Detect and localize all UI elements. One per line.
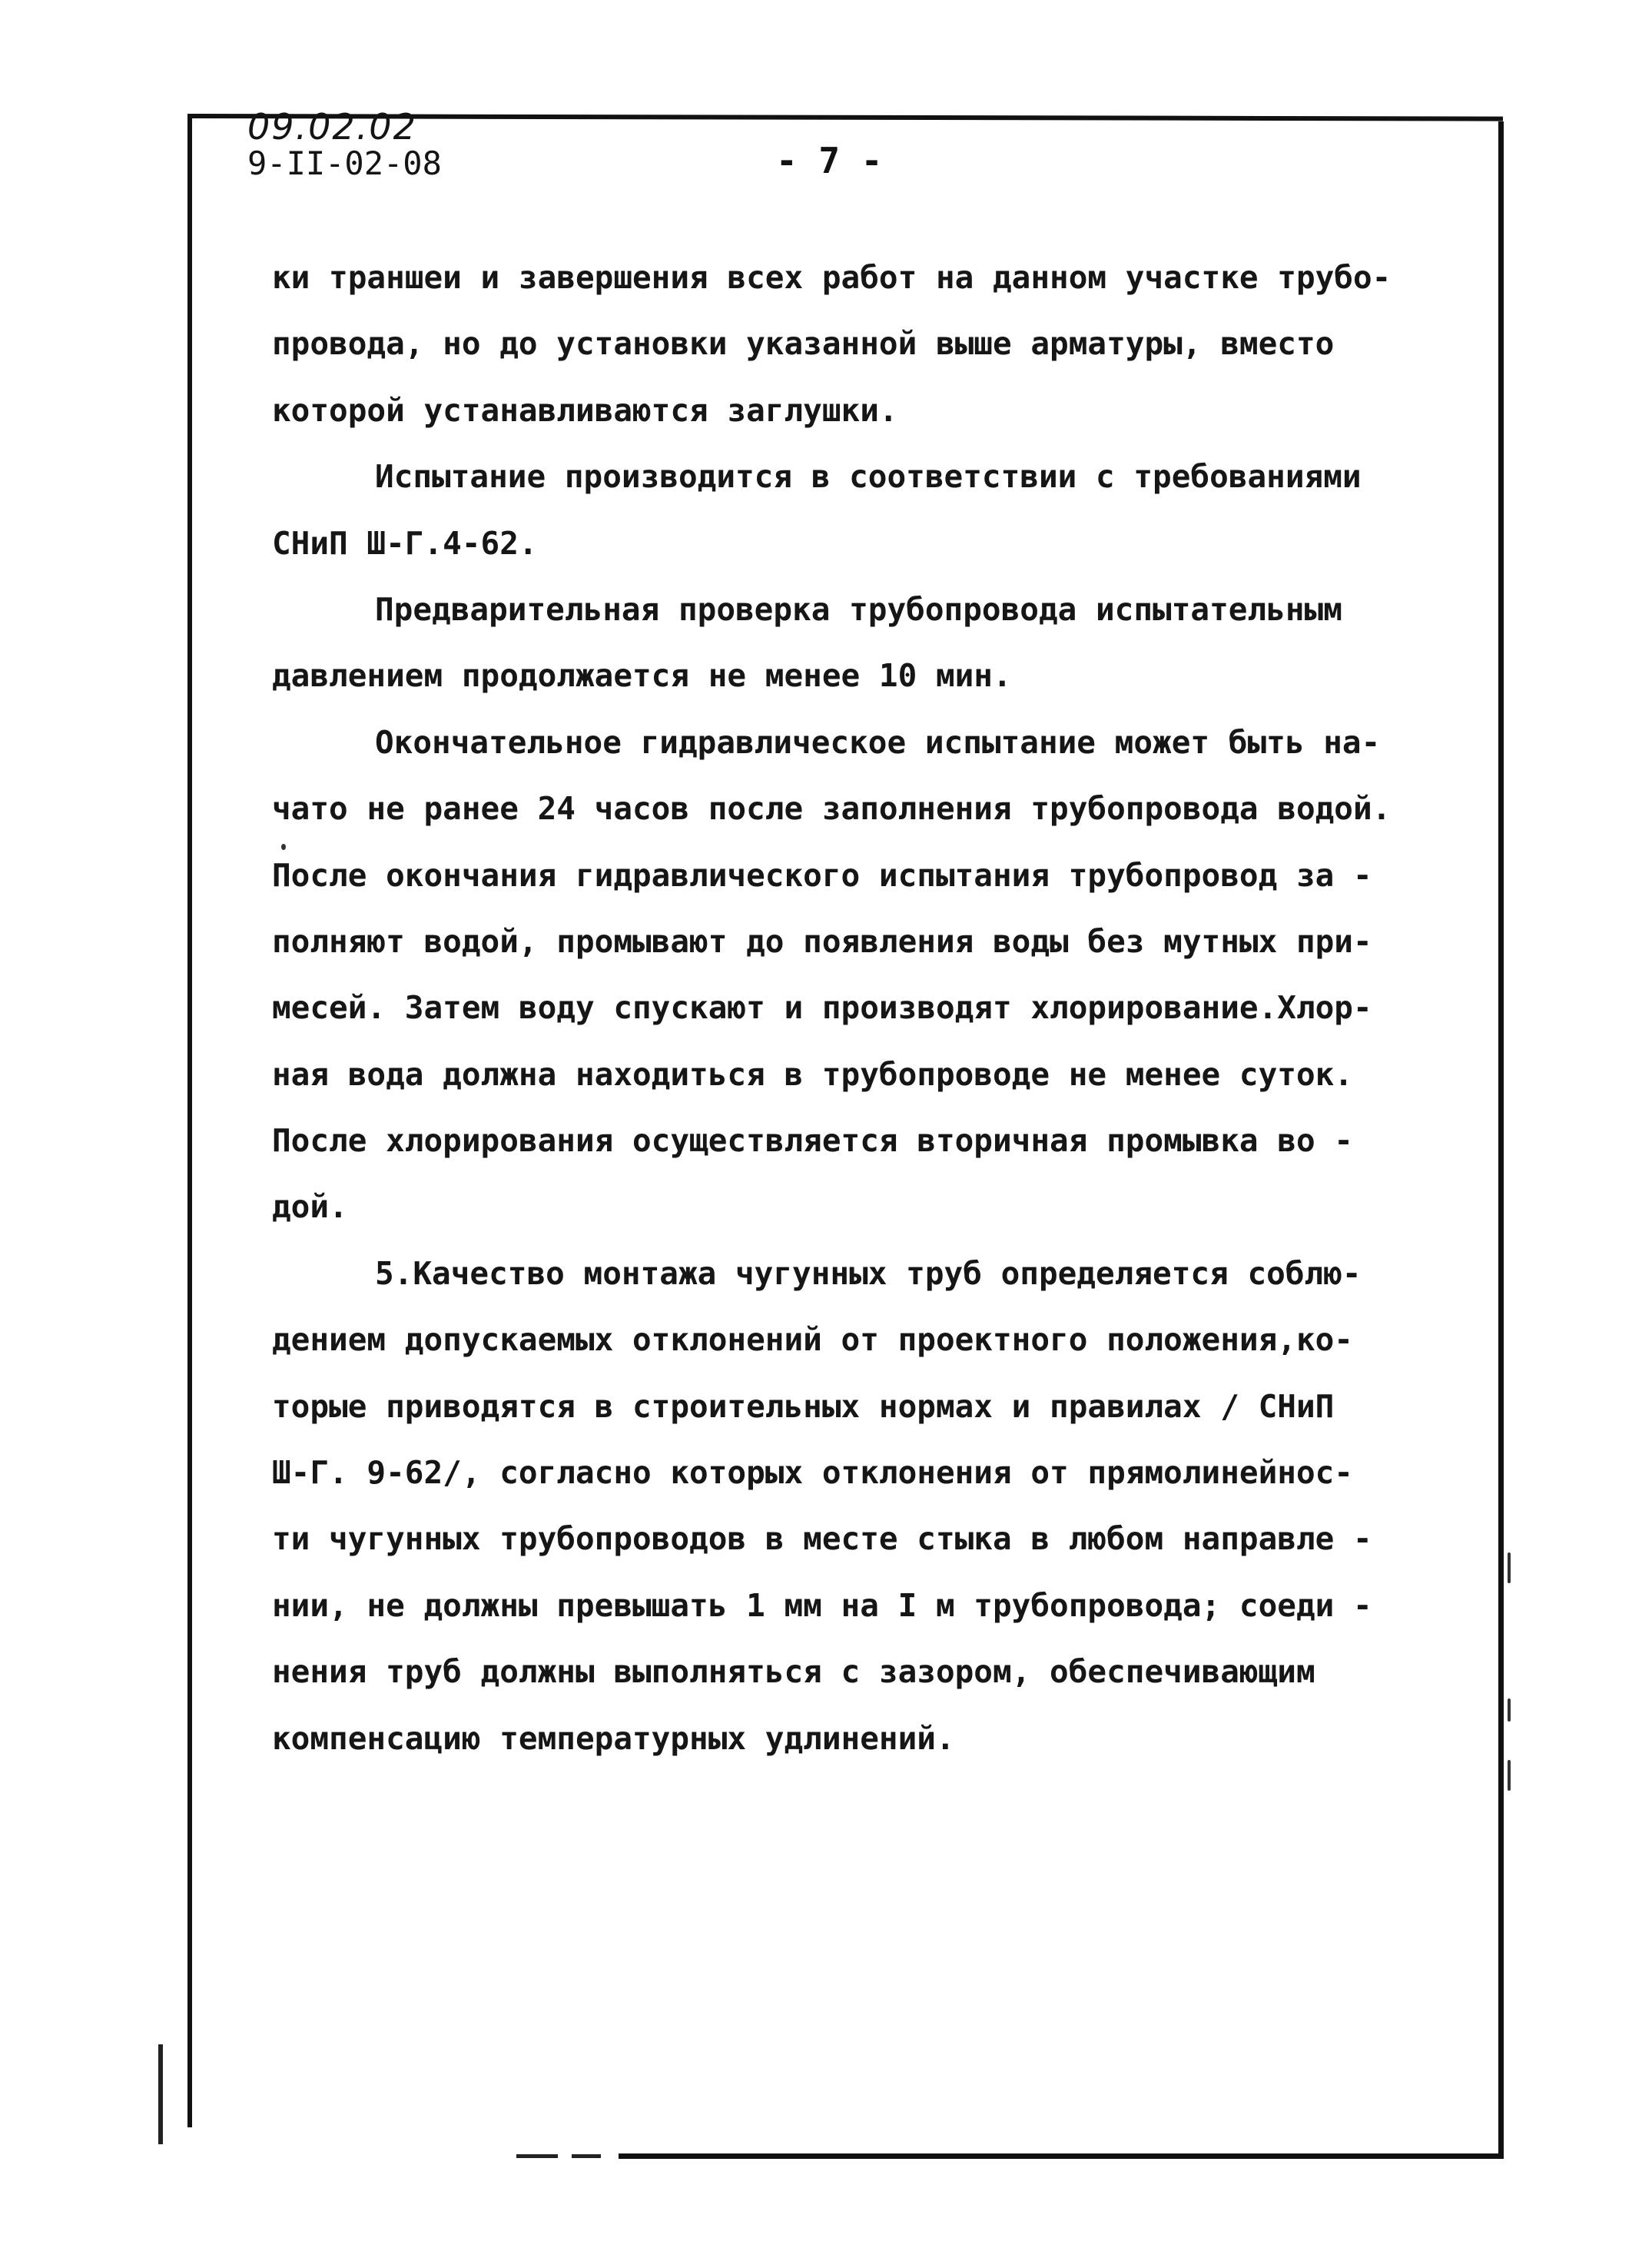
scan-speck: [1508, 1698, 1511, 1722]
text-line: Ш-Г. 9-62/, согласно которых отклонения от прямолинейнос-: [272, 1454, 1353, 1492]
text-line: дением допускаемых отклонений от проектного положения,ко-: [272, 1321, 1353, 1359]
text-line: торые приводятся в строительных нормах и правилах / СНиП: [272, 1387, 1335, 1425]
frame-left-border-tail: [158, 2044, 163, 2144]
text-line: СНиП Ш-Г.4-62.: [272, 524, 538, 562]
text-line: провода, но до установки указанной выше арматуры, вместо: [272, 325, 1335, 363]
text-line: месей. Затем воду спускают и производят хлорирование.Хлор-: [272, 989, 1372, 1027]
paragraph-start-line: Окончательное гидравлическое испытание может быть на-: [375, 723, 1381, 761]
document-code: 9-II-02-08: [247, 144, 442, 182]
text-line: полняют водой, промывают до появления воды без мутных при-: [272, 922, 1372, 960]
paragraph-start-line: Испытание производится в соответствии с требованиями: [375, 458, 1362, 496]
text-line: компенсацию температурных удлинений.: [272, 1719, 955, 1757]
frame-bottom-dash: [572, 2154, 601, 2158]
text-line: нии, не должны превышать 1 мм на I м трубопровода; соеди -: [272, 1586, 1372, 1624]
page-number: - 7 -: [776, 140, 883, 181]
text-line: давлением продолжается не менее 10 мин.: [272, 657, 1012, 695]
text-line: ки траншеи и завершения всех работ на данном участке трубо-: [272, 259, 1392, 296]
text-line: После хлорирования осуществляется вторичная промывка во -: [272, 1122, 1353, 1160]
text-line: дой.: [272, 1188, 348, 1226]
frame-right-border: [1498, 121, 1504, 2158]
frame-bottom-border: [619, 2153, 1504, 2159]
text-line: нения труб должны выполняться с зазором, обеспечивающим: [272, 1653, 1315, 1691]
text-line: ная вода должна находиться в трубопроводе не менее суток.: [272, 1055, 1353, 1093]
paragraph-start-line: Предварительная проверка трубопровода испытательным: [375, 590, 1342, 628]
scan-speck: [1508, 1760, 1511, 1791]
document-code-handwritten: 09.02.02: [247, 106, 417, 148]
frame-left-border: [187, 114, 192, 2127]
scan-speck: [1508, 1552, 1511, 1583]
text-line: чато не ранее 24 часов после заполнения трубопровода водой.: [272, 790, 1392, 828]
paragraph-start-line: 5.Качество монтажа чугунных труб определяется соблю-: [375, 1254, 1362, 1292]
text-line: После окончания гидравлического испытания трубопровод за -: [272, 856, 1372, 894]
frame-bottom-dash: [516, 2154, 558, 2158]
text-line: ти чугунных трубопроводов в месте стыка в любом направле -: [272, 1520, 1372, 1558]
document-body: [272, 244, 1486, 1772]
scan-speck: [281, 844, 286, 850]
text-line: которой устанавливаются заглушки.: [272, 391, 898, 429]
